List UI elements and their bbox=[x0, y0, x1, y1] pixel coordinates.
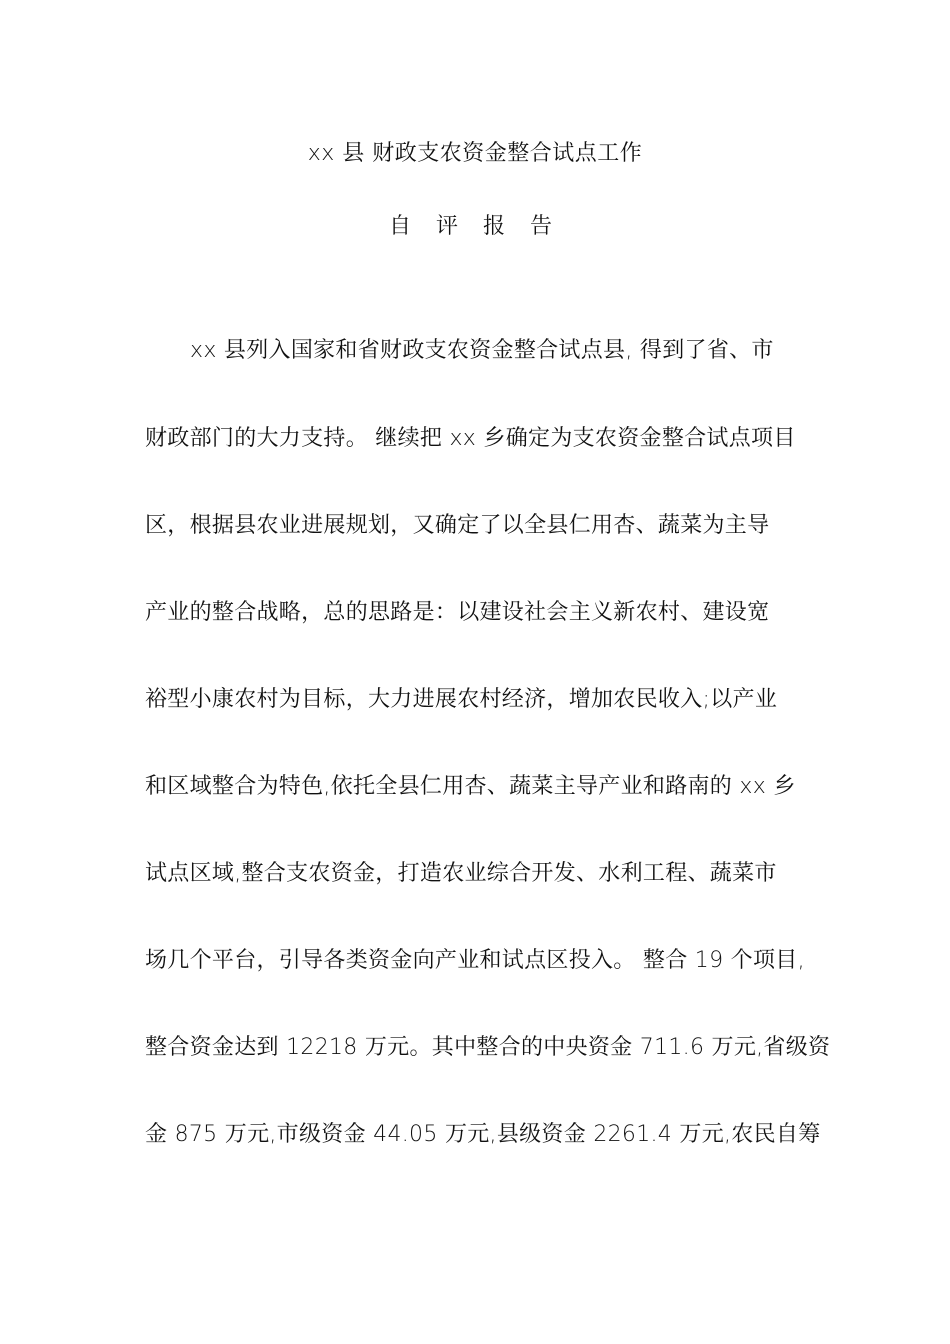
document-subtitle: 自 评 报 告 bbox=[389, 214, 561, 239]
body-line: 和区域整合为特色,依托全县仁用杏、蔬菜主导产业和路南的 xx 乡 bbox=[145, 774, 796, 799]
body-line: 场几个平台，引导各类资金向产业和试点区投入。 整合 19 个项目, bbox=[145, 948, 805, 973]
body-line: 区，根据县农业进展规划，又确定了以全县仁用杏、蔬菜为主导 bbox=[145, 513, 770, 538]
body-line: 产业的整合战略，总的思路是：以建设社会主义新农村、建设宽 bbox=[145, 600, 770, 625]
body-line: xx 县列入国家和省财政支农资金整合试点县, 得到了省、市 bbox=[190, 338, 774, 363]
body-line: 裕型小康农村为目标，大力进展农村经济，增加农民收入;以产业 bbox=[145, 687, 778, 712]
body-line: 试点区域,整合支农资金，打造农业综合开发、水利工程、蔬菜市 bbox=[145, 861, 777, 886]
body-line: 财政部门的大力支持。 继续把 xx 乡确定为支农资金整合试点项目 bbox=[145, 426, 796, 451]
document-title: xx 县 财政支农资金整合试点工作 bbox=[307, 141, 643, 166]
body-line: 整合资金达到 12218 万元。其中整合的中央资金 711.6 万元,省级资 bbox=[145, 1035, 831, 1060]
body-line: 金 875 万元,市级资金 44.05 万元,县级资金 2261.4 万元,农民自筹 bbox=[145, 1122, 821, 1147]
